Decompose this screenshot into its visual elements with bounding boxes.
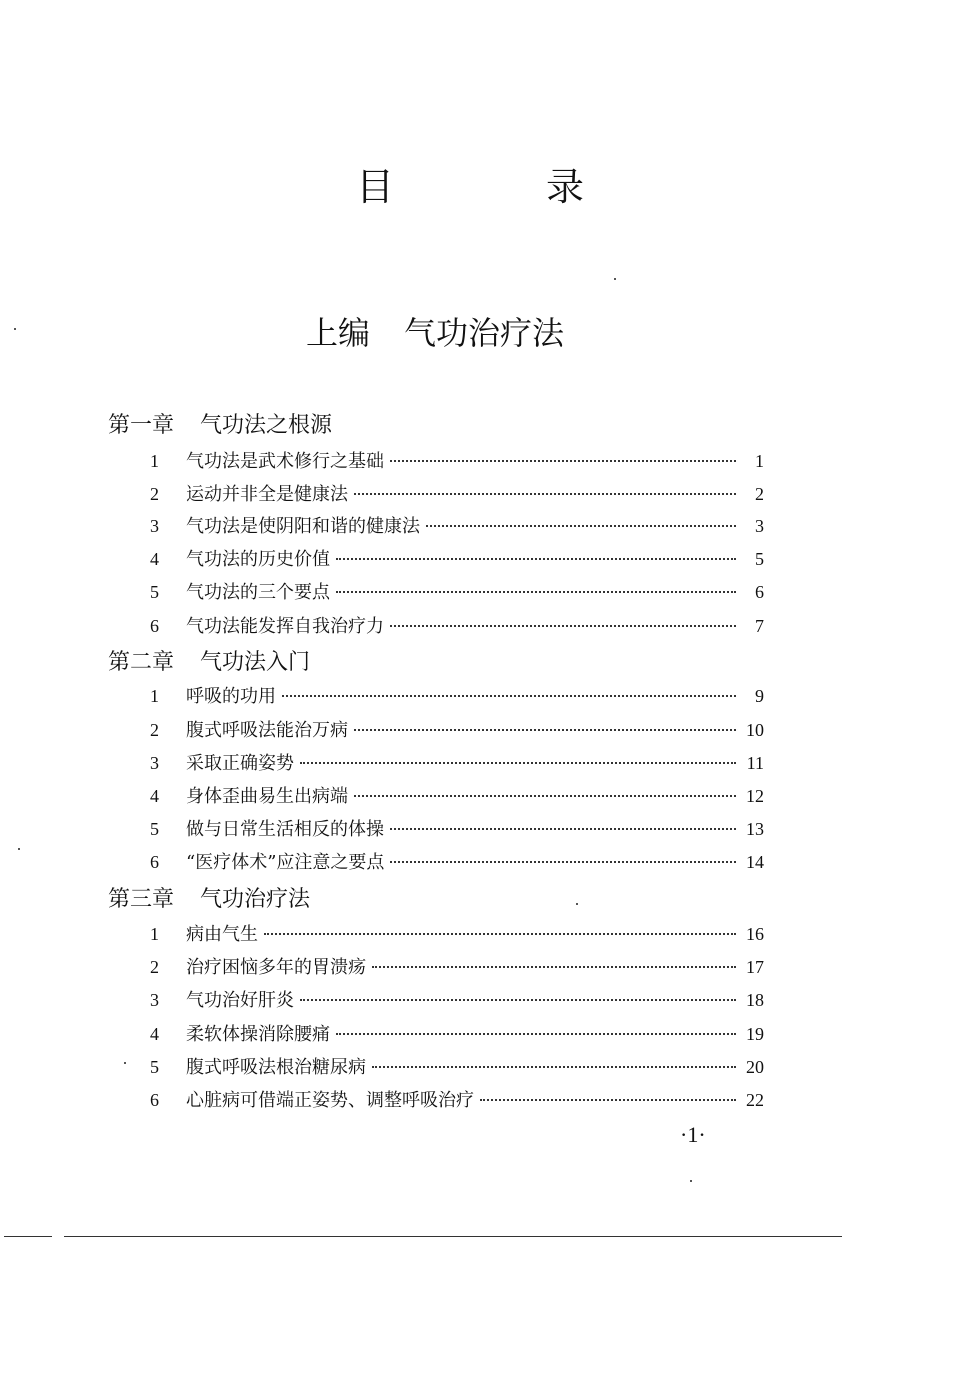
toc-entry[interactable] xyxy=(148,545,764,569)
entry-title: 采取正确姿势 xyxy=(186,753,294,774)
dot-leader xyxy=(300,999,736,1001)
chapter-label: 第一章 xyxy=(108,413,175,438)
toc-entry[interactable] xyxy=(148,512,764,536)
chapter-name: 气功法入门 xyxy=(200,650,311,675)
entry-page: 20 xyxy=(746,1057,764,1077)
dot-leader xyxy=(354,729,736,731)
entry-page: 7 xyxy=(755,616,764,636)
entry-number: 5 xyxy=(150,819,159,839)
chapter-name: 气功治疗法 xyxy=(200,887,311,912)
entry-title: 气功法是使阴阳和谐的健康法 xyxy=(186,516,420,537)
entry-number: 5 xyxy=(150,1057,159,1077)
toc-entry[interactable] xyxy=(148,612,764,636)
dot-leader xyxy=(336,591,736,593)
toc-entry[interactable] xyxy=(148,749,764,773)
entry-page: 17 xyxy=(746,957,764,977)
entry-number: 3 xyxy=(150,990,159,1010)
entry-number: 1 xyxy=(150,686,159,706)
chapter-heading xyxy=(108,645,310,676)
dot-leader xyxy=(282,695,736,697)
entry-page: 6 xyxy=(755,582,764,602)
scan-speck xyxy=(14,328,16,330)
toc-entry[interactable] xyxy=(148,953,764,977)
entry-title: 腹式呼吸法能治万病 xyxy=(186,720,348,741)
entry-title: “医疗体术”应注意之要点 xyxy=(186,852,385,873)
dot-leader xyxy=(336,1033,736,1035)
entry-page: 10 xyxy=(746,720,764,740)
toc-entry[interactable] xyxy=(148,1053,764,1077)
scan-rule xyxy=(4,1236,52,1237)
entry-title: 气功法是武术修行之基础 xyxy=(186,451,384,472)
dot-leader xyxy=(390,625,736,627)
dot-leader xyxy=(372,1066,736,1068)
entry-number: 2 xyxy=(150,484,159,504)
toc-entry[interactable] xyxy=(148,782,764,806)
entry-page: 13 xyxy=(746,819,764,839)
entry-page: 11 xyxy=(746,753,764,773)
scan-speck xyxy=(18,848,20,850)
entry-title: 病由气生 xyxy=(186,924,258,945)
entry-page: 5 xyxy=(755,549,764,569)
chapter-heading xyxy=(108,408,332,439)
entry-page: 14 xyxy=(746,852,764,872)
entry-page: 3 xyxy=(755,516,764,536)
scan-speck xyxy=(576,903,578,905)
entry-page: 19 xyxy=(746,1024,764,1044)
toc-entry[interactable] xyxy=(148,578,764,602)
entry-title: 做与日常生活相反的体操 xyxy=(186,819,384,840)
scan-speck xyxy=(614,278,616,280)
entry-page: 18 xyxy=(746,990,764,1010)
entry-number: 6 xyxy=(150,616,159,636)
entry-number: 1 xyxy=(150,451,159,471)
dot-leader xyxy=(300,762,736,764)
part-name: 气功治疗法 xyxy=(404,314,565,352)
chapter-heading xyxy=(108,882,310,913)
chapter-name: 气功法之根源 xyxy=(200,413,333,438)
entry-page: 9 xyxy=(755,686,764,706)
chapter-label: 第二章 xyxy=(108,650,175,675)
entry-page: 22 xyxy=(746,1090,764,1110)
toc-entry[interactable] xyxy=(148,1086,764,1110)
entry-title: 气功法的三个要点 xyxy=(186,582,330,603)
entry-title: 呼吸的功用 xyxy=(186,686,276,707)
toc-entry[interactable] xyxy=(148,920,764,944)
entry-number: 3 xyxy=(150,516,159,536)
scan-rule xyxy=(64,1236,842,1237)
entry-page: 12 xyxy=(746,786,764,806)
dot-leader xyxy=(372,966,736,968)
toc-entry[interactable] xyxy=(148,848,764,872)
toc-entry[interactable] xyxy=(148,716,764,740)
scan-speck xyxy=(124,1062,126,1064)
dot-leader xyxy=(390,828,736,830)
entry-number: 6 xyxy=(150,1090,159,1110)
entry-page: 2 xyxy=(755,484,764,504)
entry-number: 4 xyxy=(150,786,159,806)
entry-number: 1 xyxy=(150,924,159,944)
entry-number: 2 xyxy=(150,720,159,740)
entry-page: 1 xyxy=(755,451,764,471)
entry-number: 4 xyxy=(150,1024,159,1044)
chapter-label: 第三章 xyxy=(108,887,175,912)
entry-number: 2 xyxy=(150,957,159,977)
dot-leader xyxy=(390,460,736,462)
entry-number: 6 xyxy=(150,852,159,872)
entry-title: 气功治好肝炎 xyxy=(186,990,294,1011)
entry-page: 16 xyxy=(746,924,764,944)
entry-title: 心脏病可借端正姿势、调整呼吸治疗 xyxy=(186,1090,474,1111)
part-label: 上编 xyxy=(305,314,370,352)
dot-leader xyxy=(354,795,736,797)
entry-title: 气功法的历史价值 xyxy=(186,549,330,570)
dot-leader xyxy=(480,1099,736,1101)
toc-entry[interactable] xyxy=(148,1020,764,1044)
dot-leader xyxy=(354,493,736,495)
dot-leader xyxy=(336,558,736,560)
toc-entry[interactable] xyxy=(148,682,764,706)
dot-leader xyxy=(264,933,736,935)
entry-number: 5 xyxy=(150,582,159,602)
entry-title: 腹式呼吸法根治糖尿病 xyxy=(186,1057,366,1078)
page-title: 目 录 xyxy=(355,165,655,209)
dot-leader xyxy=(390,861,736,863)
entry-title: 身体歪曲易生出病端 xyxy=(186,786,348,807)
part-heading xyxy=(0,308,870,354)
toc-entry[interactable] xyxy=(148,815,764,839)
entry-title: 柔软体操消除腰痛 xyxy=(186,1024,330,1045)
entry-title: 气功法能发挥自我治疗力 xyxy=(186,616,384,637)
page-number: ·1· xyxy=(680,1122,706,1147)
scan-speck xyxy=(690,1180,692,1182)
toc-entry[interactable] xyxy=(148,480,764,504)
entry-number: 4 xyxy=(150,549,159,569)
entry-title: 运动并非全是健康法 xyxy=(186,484,348,505)
toc-entry[interactable] xyxy=(148,447,764,471)
entry-number: 3 xyxy=(150,753,159,773)
toc-entry[interactable] xyxy=(148,986,764,1010)
dot-leader xyxy=(426,525,736,527)
entry-title: 治疗困恼多年的胃溃疡 xyxy=(186,957,366,978)
